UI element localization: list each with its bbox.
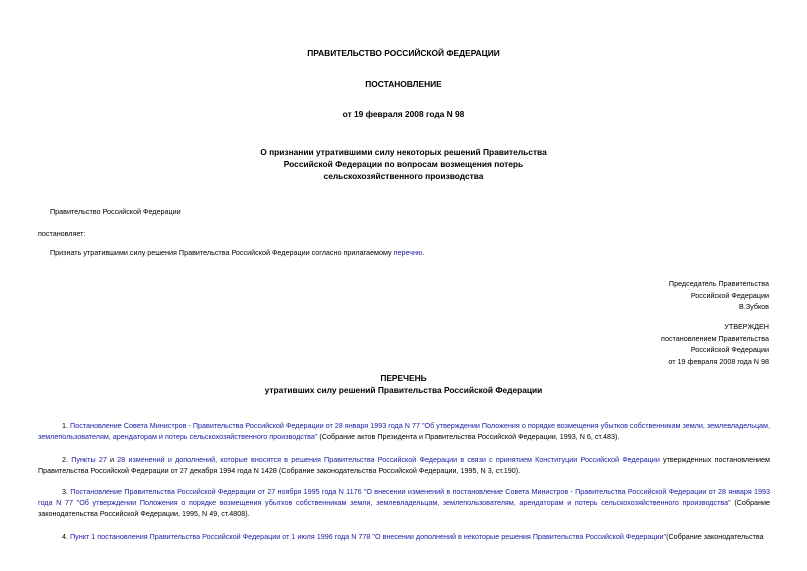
approval-date: от 19 февраля 2008 года N 98 — [668, 356, 769, 366]
title-line-1: О признании утратившими силу некоторых решений Правительства — [260, 147, 547, 157]
list-item-3 — [38, 487, 770, 519]
list-item-4 — [38, 532, 770, 544]
title-line-2: Российской Федерации по вопросам возмещения потерь — [283, 158, 524, 169]
document-title — [0, 147, 807, 183]
list-item-1 — [38, 421, 770, 443]
approval-block — [661, 321, 769, 367]
list-item-2 — [38, 455, 770, 477]
item-4-number: 4. — [62, 532, 70, 541]
title-line-3: сельскохозяйственного производства — [323, 170, 484, 181]
signature-name: В.Зубков — [739, 302, 769, 312]
item-3-link[interactable]: Постановление Правительства Российской Федерации от 27 ноября 1995 года N 1176 "О внесении изменений в постановление Совета Министров - Правительства Российской Федерации от 28 января 1993 года N 77 "Об утверждении Положения о порядке возмещения убытков собственникам земли, землевладельцам, землепользователям, арендаторам и потерь сельскохозяйственного производства" — [38, 487, 770, 507]
approval-line-2: постановлением Правительства — [661, 333, 769, 343]
item-3-source: (Собрание законодательства Российской Федерации, 1995, N 49, ст.4808). — [38, 497, 771, 518]
resolution-text: Признать утратившими силу решения Правительства Российской Федерации согласно прилагаемому — [50, 248, 394, 257]
signature-block — [669, 278, 769, 313]
document-type: ПОСТАНОВЛЕНИЕ — [365, 79, 442, 89]
preamble-government: Правительство Российской Федерации — [50, 207, 181, 216]
preamble-resolves: постановляет: — [38, 229, 86, 238]
government-heading: ПРАВИТЕЛЬСТВО РОССИЙСКОЙ ФЕДЕРАЦИИ — [307, 48, 500, 58]
item-1-link[interactable]: Постановление Совета Министров - Правительства Российской Федерации от 28 января 1993 года N 77 "Об утверждении Положения о порядке возмещения убытков собственникам земли, землевладельцам, землепользователям, арендаторам и потерь сельскохозяйственного производства" — [38, 421, 770, 441]
item-4-source: (Собрание законодательства — [666, 532, 764, 541]
list-link[interactable]: перечню — [393, 248, 423, 257]
item-3-number: 3. — [62, 487, 71, 496]
document-date: от 19 февраля 2008 года N 98 — [342, 109, 465, 119]
signature-country: Российской Федерации — [690, 290, 769, 300]
item-2-link-a[interactable]: Пункты 27 — [71, 455, 107, 464]
item-2-number: 2. — [62, 455, 72, 464]
item-2-link-b[interactable]: 28 изменений и дополнений, которые вносятся в решения Правительства Российской Федерации в связи с принятием Конституции Российской Федерации — [117, 455, 660, 464]
item-4-link[interactable]: Пункт 1 постановления Правительства Российской Федерации от 1 июля 1996 года N 778 "О внесении дополнений в некоторые решения Правительства Российской Федерации" — [70, 532, 667, 541]
list-title-sub: утративших силу решений Правительства Российской Федерации — [264, 385, 543, 396]
item-2-source: утвержденных постановлением Правительства Российской Федерации от 27 декабря 1994 года N 1428 (Собрание законодательства Российской Федерации, 1995, N 3, ст.190). — [38, 455, 770, 475]
item-1-number: 1. — [62, 421, 71, 430]
list-title — [0, 372, 807, 396]
approval-line-3: Российской Федерации — [690, 345, 769, 355]
approval-label: УТВЕРЖДЕН — [724, 322, 769, 331]
item-1-source: (Собрание актов Президента и Правительства Российской Федерации, 1993, N 6, ст.483). — [317, 431, 620, 441]
list-title-main: ПЕРЕЧЕНЬ — [380, 373, 427, 383]
resolution-paragraph — [38, 248, 782, 258]
signature-position: Председатель Правительства — [668, 279, 769, 288]
item-2-conjunction: и — [106, 455, 118, 464]
resolution-end: . — [422, 248, 425, 257]
